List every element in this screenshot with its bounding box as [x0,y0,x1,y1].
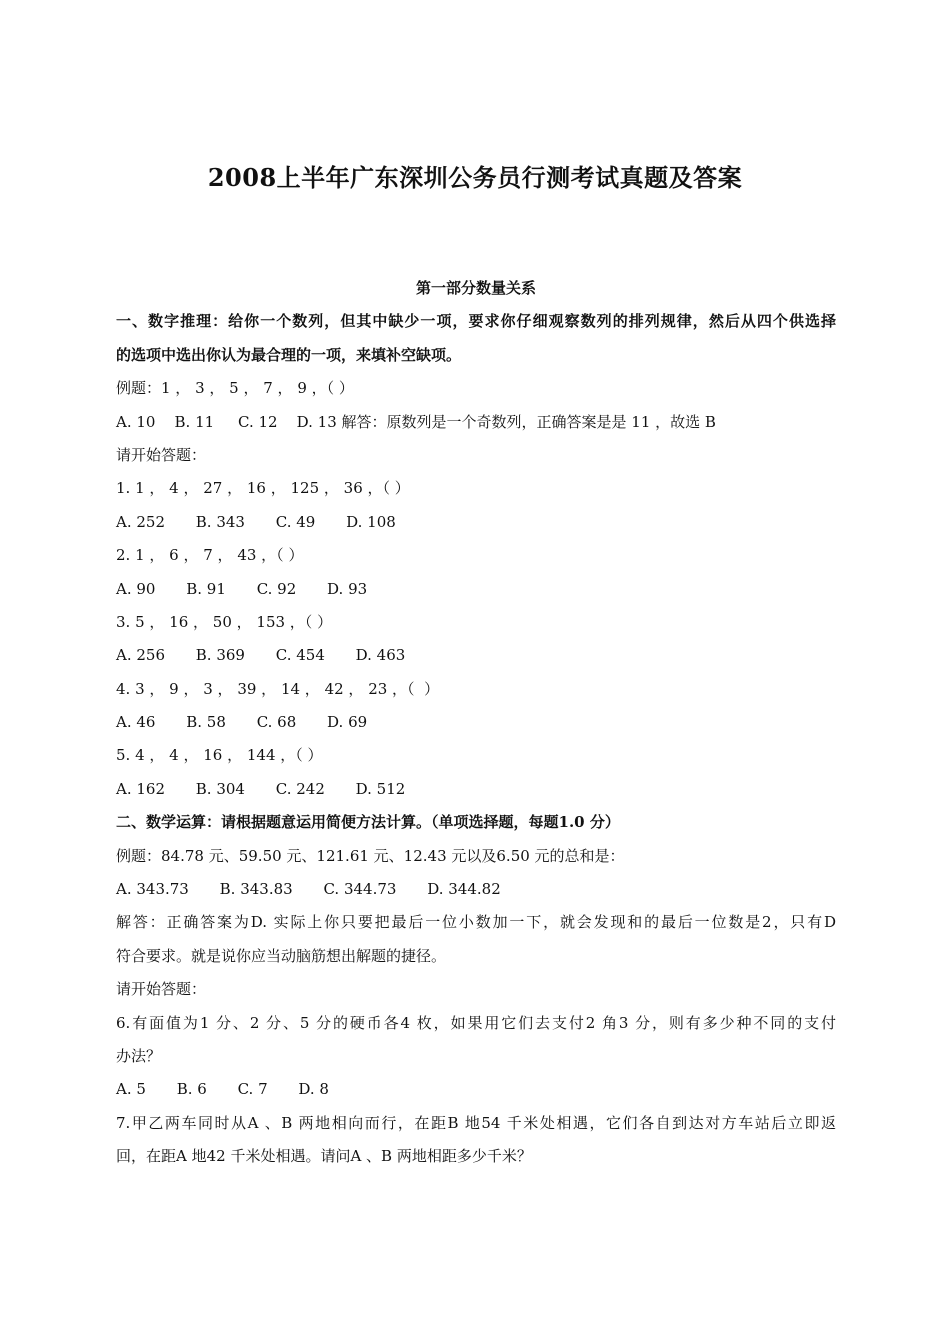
option-c: C. 92 [256,579,297,598]
part1-instruction-line1: 一、数字推理：给你一个数列，但其中缺少一项，要求你仔细观察数列的排列规律，然后从四个供选择 [116,312,836,331]
part2-answer-line1: 解答：正确答案为D. 实际上你只要把最后一位小数加一下，就会发现和的最后一位数是2，只有D [116,913,836,932]
question-6-line2: 办法？ [116,1046,162,1065]
option-b: B. 343.83 [219,880,293,899]
part1-example-answer: A. 10 B. 11 C. 12 D. 13 解答：原数列是一个奇数列，正确答案是是 11 ，故选 B [116,412,716,431]
option-a: A. 90 [116,579,156,598]
option-a: A. 252 [116,512,165,531]
question-3-options [116,639,836,672]
option-d: D. 108 [346,512,396,531]
part2-example-options [116,873,836,906]
option-a: A. 46 [116,713,156,732]
option-d: D. 69 [327,713,368,732]
question-7-line2: 回，在距A 地42 千米处相遇。请问A 、B 两地相距多少千米？ [116,1147,532,1166]
option-c: C. 454 [275,646,325,665]
option-b: B. 369 [195,646,245,665]
option-d: D. 512 [355,779,406,798]
question-5-options [116,773,836,806]
option-c: C. 68 [256,713,297,732]
option-d: D. 344.82 [427,880,501,899]
part1-instruction-line2: 的选项中选出你认为最合理的一项，来填补空缺项。 [116,345,462,364]
document-body [116,272,836,1174]
question-7-line1: 7.甲乙两车同时从A 、B 两地相向而行，在距B 地54 千米处相遇，它们各自到达对方车站后立即返 [116,1113,836,1132]
option-b: B. 58 [186,713,226,732]
option-a: A. 343.73 [116,880,189,899]
option-c: C. 344.73 [323,880,397,899]
question-4-options [116,706,836,739]
option-b: B. 91 [186,579,226,598]
part2-answer-line2: 符合要求。就是说你应当动脑筋想出解题的捷径。 [116,946,447,965]
question-4: 4. 3 ， 9 ， 3 ， 39 ， 14 ， 42 ， 23 ，（ ） [116,679,440,698]
part2-heading: 二、数学运算：请根据题意运用简便方法计算。（单项选择题，每题1.0 分） [116,813,620,832]
question-1: 1. 1 ， 4 ， 27 ， 16 ， 125 ， 36 ，（ ） [116,479,410,498]
section-heading: 第一部分数量关系 [415,279,536,297]
option-b: B. 343 [195,512,245,531]
question-1-options [116,506,836,539]
part1-example: 例题：1 ， 3 ， 5 ， 7 ， 9 ，（ ） [116,379,354,398]
option-d: D. 8 [298,1080,329,1099]
option-a: A. 162 [116,779,165,798]
option-c: C. 242 [275,779,325,798]
option-c: C. 7 [237,1080,268,1099]
option-a: A. 5 [116,1080,146,1099]
option-b: B. 6 [176,1080,207,1099]
option-a: A. 256 [116,646,165,665]
question-5: 5. 4 ， 4 ， 16 ， 144 ，（ ） [116,746,323,765]
part2-start: 请开始答题： [116,980,207,999]
part1-start: 请开始答题： [116,445,207,464]
option-d: D. 463 [355,646,406,665]
option-d: D. 93 [327,579,368,598]
document-title: 2008上半年广东深圳公务员行测考试真题及答案 [207,163,743,192]
question-6-options [116,1073,836,1106]
part2-example: 例题：84.78 元、59.50 元、121.61 元、12.43 元以及6.50 元的总和是： [116,846,625,865]
option-b: B. 304 [195,779,245,798]
question-6-line1: 6.有面值为1 分、2 分、5 分的硬币各4 枚，如果用它们去支付2 角3 分，则有多少种不同的支付 [116,1013,836,1032]
question-2: 2. 1 ， 6 ， 7 ， 43 ，（ ） [116,546,304,565]
option-c: C. 49 [275,512,316,531]
question-2-options [116,573,836,606]
question-3: 3. 5 ， 16 ， 50 ， 153 ，（ ） [116,612,333,631]
